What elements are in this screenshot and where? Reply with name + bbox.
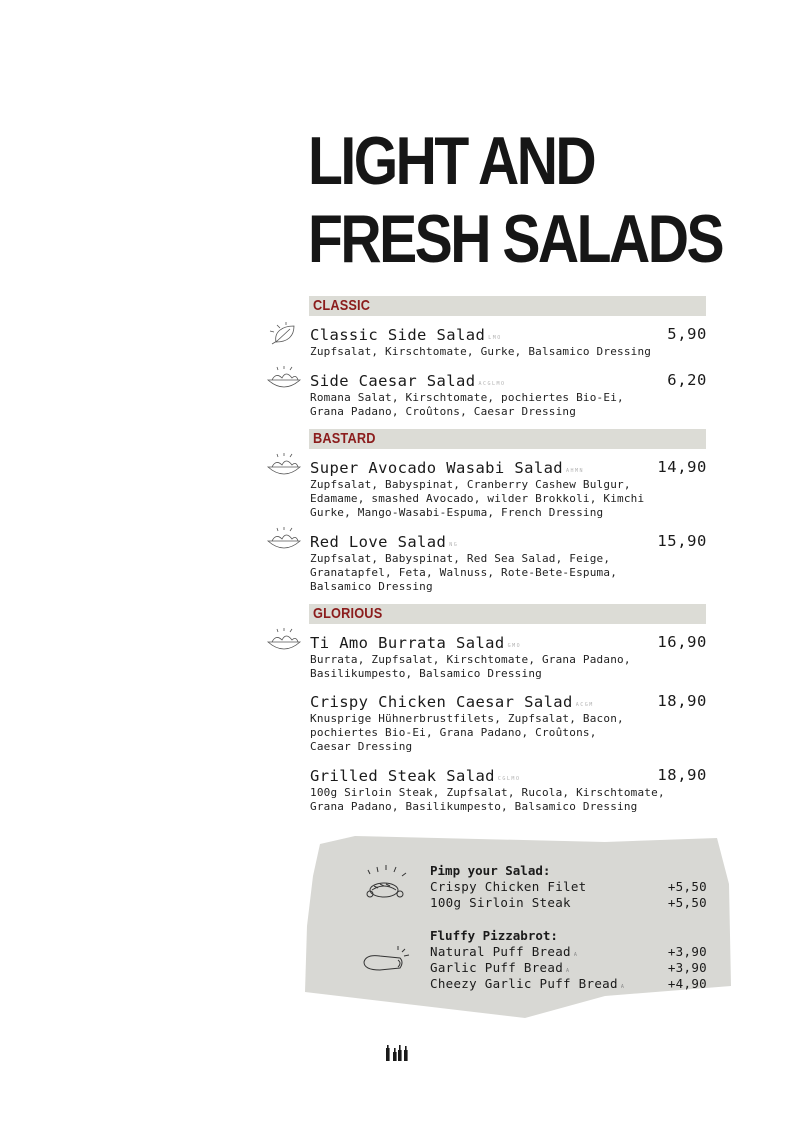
steak-icon <box>360 864 412 904</box>
salad-bowl-icon <box>264 527 304 555</box>
item-name: Side Caesar Salad <box>310 372 476 390</box>
item-description <box>310 478 707 520</box>
desc-line: Caesar Dressing <box>310 740 413 753</box>
fluffy-pizzabrot-block <box>430 928 707 992</box>
extras-name: Garlic Puff Bread <box>430 960 564 975</box>
extras-price: +5,50 <box>667 895 707 910</box>
menu-item <box>310 325 707 359</box>
desc-line: Edamame, smashed Avocado, wilder Brokkoli, Kimchi <box>310 492 645 505</box>
extras-price: +3,90 <box>667 960 707 975</box>
extras-line <box>430 944 707 960</box>
extras-allergens: A <box>566 968 570 974</box>
desc-line: Burrata, Zupfsalat, Kirschtomate, Grana Padano, <box>310 653 631 666</box>
extras-allergens: A <box>573 952 578 958</box>
page-title <box>308 122 723 278</box>
item-allergens: AHMN <box>566 468 585 474</box>
desc-line: Romana Salat, Kirschtomate, pochiertes Bio-Ei, <box>310 391 624 404</box>
extras-name: Cheezy Garlic Puff Bread <box>430 976 618 991</box>
section-label: GLORIOUS <box>313 605 383 622</box>
extras-name: 100g Sirloin Steak <box>430 895 571 910</box>
item-price: 16,90 <box>657 633 707 651</box>
item-name: Ti Amo Burrata Salad <box>310 634 505 652</box>
item-allergens: NG <box>449 542 459 548</box>
desc-line: Balsamico Dressing <box>310 580 433 593</box>
menu-item <box>310 633 707 681</box>
extras-name: Crispy Chicken Filet <box>430 879 587 894</box>
item-price: 18,90 <box>657 766 707 784</box>
item-description <box>310 345 707 359</box>
pimp-your-salad-block <box>430 863 707 911</box>
desc-line: pochiertes Bio-Ei, Grana Padano, Croûtons, <box>310 726 597 739</box>
title-line-1: LIGHT AND <box>308 123 595 199</box>
extras-price: +5,50 <box>667 879 707 894</box>
title-line-2: FRESH SALADS <box>308 201 723 277</box>
extras-heading: Fluffy Pizzabrot: <box>430 928 558 943</box>
item-name: Crispy Chicken Caesar Salad <box>310 693 573 711</box>
menu-item <box>310 458 707 520</box>
section-label: BASTARD <box>313 430 376 447</box>
item-allergens: ACGLMO <box>478 381 506 387</box>
item-description <box>310 712 707 754</box>
item-price: 18,90 <box>657 692 707 710</box>
extras-allergens: A <box>620 984 625 990</box>
item-allergens: LMO <box>488 335 502 341</box>
extras-name: Natural Puff Bread <box>430 944 571 959</box>
menu-item <box>310 692 707 754</box>
item-name: Classic Side Salad <box>310 326 486 344</box>
salad-bowl-icon <box>264 628 304 656</box>
menu-item <box>310 532 707 594</box>
extras-line <box>430 960 707 976</box>
salad-bowl-icon <box>264 453 304 481</box>
item-allergens: ACGM <box>575 702 594 708</box>
bottles-logo-icon <box>386 1044 410 1062</box>
desc-line: 100g Sirloin Steak, Zupfsalat, Rucola, Kirschtomate, <box>310 786 665 799</box>
item-description <box>310 786 707 814</box>
extras-price: +3,90 <box>667 944 707 959</box>
item-description <box>310 391 707 419</box>
extras-line <box>430 976 707 992</box>
item-price: 6,20 <box>667 371 707 389</box>
extras-heading: Pimp your Salad: <box>430 863 551 878</box>
item-allergens: CGLMO <box>497 776 521 782</box>
desc-line: Zupfsalat, Babyspinat, Cranberry Cashew Bulgur, <box>310 478 631 491</box>
desc-line: Zupfsalat, Babyspinat, Red Sea Salad, Feige, <box>310 552 611 565</box>
item-price: 5,90 <box>667 325 707 343</box>
desc-line: Granatapfel, Feta, Walnuss, Rote-Bete-Espuma, <box>310 566 618 579</box>
section-header-bastard <box>309 429 706 449</box>
desc-line: Basilikumpesto, Balsamico Dressing <box>310 667 542 680</box>
desc-line: Zupfsalat, Kirschtomate, Gurke, Balsamico Dressing <box>310 345 652 358</box>
item-name: Super Avocado Wasabi Salad <box>310 459 564 477</box>
item-price: 14,90 <box>657 458 707 476</box>
section-header-glorious <box>309 604 706 624</box>
item-allergens: GMO <box>507 643 522 649</box>
salad-bowl-icon <box>264 366 304 394</box>
item-name: Grilled Steak Salad <box>310 767 495 785</box>
extras-price: +4,90 <box>667 976 707 991</box>
item-description <box>310 653 707 681</box>
item-description <box>310 552 707 594</box>
bread-icon <box>360 942 412 976</box>
item-name: Red Love Salad <box>310 533 447 551</box>
desc-line: Grana Padano, Basilikumpesto, Balsamico Dressing <box>310 800 638 813</box>
leaf-icon <box>264 320 304 348</box>
desc-line: Knusprige Hühnerbrustfilets, Zupfsalat, Bacon, <box>310 712 624 725</box>
section-label: CLASSIC <box>313 297 371 314</box>
section-header-classic <box>309 296 706 316</box>
item-price: 15,90 <box>657 532 707 550</box>
desc-line: Gurke, Mango-Wasabi-Espuma, French Dressing <box>310 506 604 519</box>
menu-item <box>310 371 707 419</box>
extras-line <box>430 895 707 911</box>
extras-line <box>430 879 707 895</box>
desc-line: Grana Padano, Croûtons, Caesar Dressing <box>310 405 577 418</box>
menu-item <box>310 766 707 814</box>
